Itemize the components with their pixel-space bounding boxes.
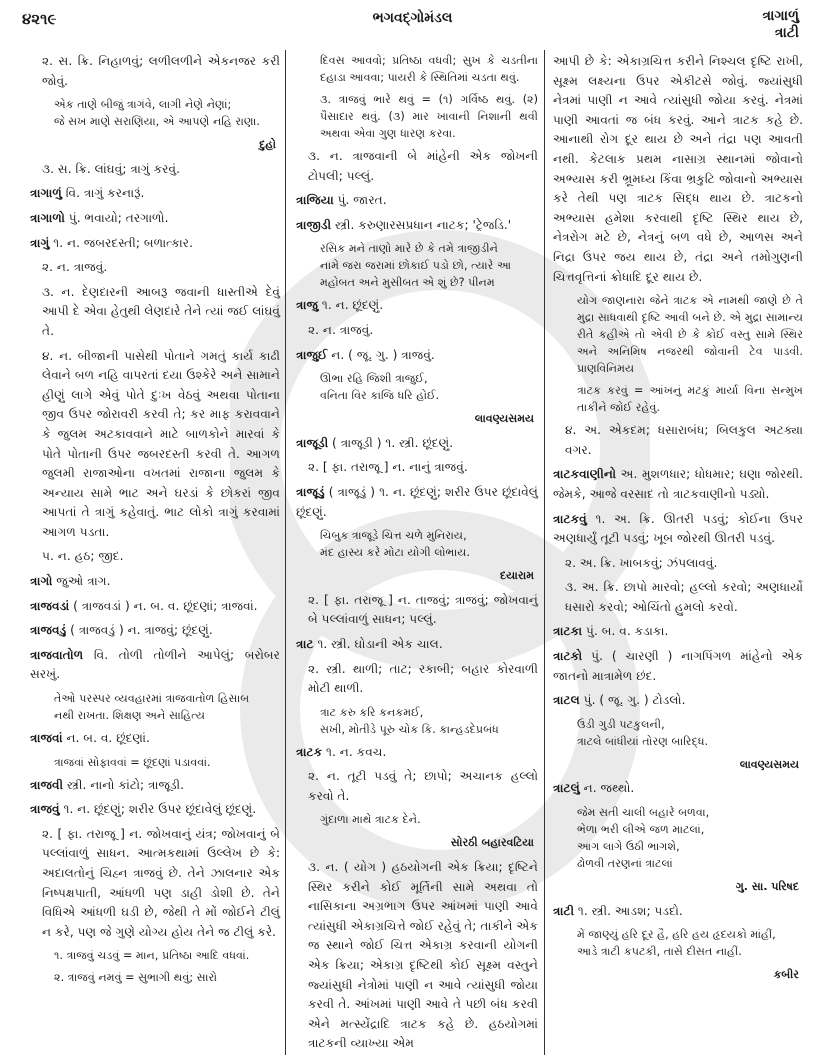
definition: ( ત્રાજવડાં ) ન. બ. વ. છૂંદણાં; ત્રાજવાં. [69, 598, 258, 613]
definition: ૧. ન. જબરદસ્તી; બળાત્કાર. [49, 235, 193, 250]
citation-quote [553, 804, 803, 872]
definition: પું. ભવાયો; તરગાળો. [64, 210, 169, 225]
dictionary-entry [30, 184, 280, 204]
guide-words [762, 8, 799, 42]
dictionary-entry [296, 483, 538, 522]
citation-quote [30, 690, 280, 724]
definition: ( ત્રાજૂડી ) ૧. સ્ત્રી. છૂંદણું. [328, 435, 454, 450]
definition: પું. જારત. [333, 193, 387, 208]
dictionary-entry [30, 776, 280, 796]
sense-definition: ૨. [ ફા. તરાજૂ ] ન. નાનું ત્રાજવું. [308, 460, 468, 475]
dictionary-entry [553, 622, 803, 642]
continued-text: આપી છે કે: એકાગ્રચિત્ત કરીને નિશ્ચલ દૃષ્ટિ રાખી, સૂક્ષ્મ લક્ષ્યના ઉપર એકીટસે જોવું. જ્યાંસુધી નેત્રમાં પાણી ન આવે ત્યાંસુધી જોયા કરવું. નેત્રમાં પાણી આવતાં જ બંધ કરવું. આને ત્રાટક કહે છે. આનાથી રોગ દૂર થાય છે અને તંદ્રા પણ આવતી નથી. કેટલાક પ્રથમ નાસાગ્ર સ્થાનમાં જોવાનો અભ્યાસ કરી ભ્રૂમધ્ય કિંવા ભ્રકુટિ જોવાનો અભ્યાસ કરે તેથી પણ ત્રાટક સિદ્ધ થાય છે. ત્રાટકનો અભ્યાસ હમેશા કરવાથી દૃષ્ટિ સ્થિર થાય છે, નેત્રરોગ મટે છે, નેત્રનું બળ વધે છે, આળસ અને નિદ્રા ઉપર જય થાય છે, તંદ્રા અને તમોગુણની ચિત્તવૃત્તિનાં ક્રોધાદિ દૂર થાય છે. [553, 54, 803, 284]
definition: વિ. ત્રાગું કરનારૂં. [61, 186, 145, 201]
citation-quote [296, 704, 538, 738]
citation-quote [296, 52, 538, 86]
quote-line: એક તાણે બીજું ત્રાગંવે, લાગી નેણે નેણાં; [54, 98, 232, 112]
definition: ૧. ન. કવચ. [322, 744, 387, 759]
headword: ત્રાજિયા [296, 193, 334, 208]
definition: અ. મુશળધાર; ધોધમાર; ઘણા જોરથી. જેમકે, આજે વરસાદ તો ત્રાટકવાણીનો પડ્યો. [553, 467, 803, 501]
quote-line: મંદ હાસ્ય કરે મોટા યોગી લોભાય. [320, 546, 470, 560]
citation-quote [296, 240, 538, 291]
definition: ( ત્રાજૂડું ) ૧. ન. છૂંદણું; શરીર ઉપર છૂંદાવેલું છૂંદણું. [296, 484, 538, 519]
sense-definition: ૨. ન. ત્રાજવું. [308, 322, 374, 337]
dictionary-entry [30, 800, 280, 820]
guide-word-last: ત્રાટી [774, 25, 799, 41]
headword: ત્રાજીડી [296, 217, 332, 232]
headword: ત્રાગો [30, 574, 53, 589]
citation-source: ગુ. સા. પરિષદ [735, 880, 799, 894]
dictionary-entry [296, 635, 538, 655]
definition: ( ત્રાજવડું ) ન. ત્રાજવું; છૂંદણું. [66, 623, 213, 638]
quote-line: ભેળા ભરી લીએ જળ માટલાં, [577, 823, 705, 837]
citation-quote [553, 926, 803, 960]
citation-quote [553, 382, 803, 416]
citation-quote [30, 96, 280, 130]
citation-quote [30, 754, 280, 771]
dictionary-entry [296, 434, 538, 454]
citation-source: કબીર [773, 968, 799, 982]
dictionary-entry [553, 465, 803, 504]
headword: ત્રાટક [296, 744, 323, 759]
definition: સ્ત્રી. નાનો કાંટો; ત્રાજૂડી. [63, 777, 185, 792]
quote-line: જેમ સતી ચાલી બહારે બળવા, [577, 806, 710, 820]
column-2 [296, 52, 538, 1059]
dictionary-entry [30, 597, 280, 617]
citation-source: લાવણ્યસમય [739, 757, 799, 771]
sense-definition: ૩. ન. ત્રાજવાની બે માંહેની એક જોખની ટોપલી; પલ્લું. [308, 149, 538, 183]
citation-quote [296, 370, 538, 404]
quote-line: સખી, મોતીડે પૂરુ ચોક કિ. કાન્હડદેપ્રબંધ [320, 722, 499, 736]
definition: ૧. ન. છૂંદણું; શરીર ઉપર છૂંદાવેલું છૂંદણું. [59, 802, 257, 817]
sense-definition: ૨. ન. ત્રાજવું. [42, 260, 108, 275]
headword: ત્રાટકા [553, 624, 583, 639]
headword: ત્રાજવાતોળ [30, 647, 84, 662]
headword: ત્રાજૂડી [296, 435, 329, 450]
quote-line: ત્રાજવાં સોફાવવાં = છૂંદણાં પડાવવાં. [54, 755, 211, 769]
definition: ન. બ. વ. છૂંદણાં. [62, 731, 150, 746]
dictionary-entry [296, 346, 538, 366]
headword: ત્રાજવાં [30, 731, 63, 746]
book-title: ભગવદ્ગોમંડલ [372, 10, 453, 26]
dictionary-entry [553, 647, 803, 686]
headword: ત્રાજવી [30, 777, 64, 792]
headword: ત્રાટકવાણીનો [553, 467, 616, 482]
definition: ૧. સ્ત્રી. ઘોડાની એક ચાલ. [313, 636, 443, 651]
headword: ત્રાગાળું [30, 186, 62, 201]
quote-line: ઊભા રહિ જિશી ત્રાજુઈ, [320, 372, 428, 386]
quote-line: નથી રાખતા. શિક્ષણ અને સાહિત્ય [54, 709, 206, 723]
headword: ત્રાટી [553, 903, 575, 918]
dictionary-entry [296, 191, 538, 211]
quote-line: આડે ત્રાટી કપટકી, તાસે દીસત નાહીં. [577, 945, 742, 959]
quote-line: ત્રાટલે બાંધીયાં તોરણ બારિદ્ધ. [577, 734, 709, 748]
quote-line: નામે જરા જરામાં છોકાઈ પડો છો, ત્યારે આ [320, 259, 512, 273]
quote-line: દિવસ આવવો; પ્રતિષ્ઠા વધવી; સુખ કે ચડતીના દહાડા આવવા; પાયરી કે સ્થિતિમાં ચડતા થવું. [320, 54, 538, 84]
citation-source: દુહો [259, 138, 276, 152]
headword: ત્રાગાળો [30, 210, 65, 225]
dictionary-entry [30, 209, 280, 229]
dictionary-entry [296, 216, 538, 236]
definition: સ્ત્રી. કરુણારસપ્રધાન નાટક; 'ટ્રેજડિ.' [331, 217, 512, 232]
dictionary-entry [553, 691, 803, 711]
sense-definition: ૪. અ. એકદમ; ધસારાબંધ; બિલકુલ અટક્યા વગર. [565, 423, 803, 457]
citation-quote [296, 527, 538, 561]
citation-quote [30, 969, 280, 986]
sense-definition: ૨. ન. તૂટી પડવું તે; છાપો; અચાનક હલ્લો કરવો તે. [308, 769, 538, 803]
dictionary-entry [553, 779, 803, 799]
sense-definition: ૫. ન. હઠ; જીદ. [42, 549, 124, 564]
quote-line: ઉડી ગુડી પટકુલની, [577, 717, 665, 731]
headword: ત્રાગું [30, 235, 50, 250]
citation-quote [553, 716, 803, 750]
quote-line: ઢોળવી તરણનાં ત્રાટલાં [577, 857, 673, 871]
citation-source: લાવણ્યસમય [474, 412, 534, 426]
sense-definition: ૩. સ. ક્રિ. લાંઘવું; ત્રાગું કરવું. [42, 161, 180, 176]
quote-line: ગુંદાળા માથે ત્રાટક દેને. [320, 813, 421, 827]
sense-definition: ૩. ન. દેણદારની આબરૂ જવાની ધાસ્તીએ દેવું આપી દે એવા હેતુથી લેણદારે તેને ત્યાં જઈ લાંઘવું તે. [42, 284, 280, 338]
citation-quote [553, 292, 803, 377]
definition: ન. જથ્થો. [579, 781, 635, 796]
definition: ૧. સ્ત્રી. આડશ; પડદો. [574, 903, 683, 918]
headword: ત્રાટલું [553, 781, 580, 796]
headword: ત્રાટકો [553, 649, 583, 664]
sense-definition: ૨. [ ફા. તરાજૂ ] ન. તાજવું; ત્રાજવું; જોખવાનું બે પલ્લાંવાળું સાધન; પલ્લું. [308, 592, 538, 627]
sense-definition: ૩. અ. ક્રિ. છાપો મારવો; હલ્લો કરવો; અણધાર્યો ધસારો કરવો; ઓચિંતો હુમલો કરવો. [565, 580, 803, 614]
quote-line: રસિક મને તાણો મારે છે કે તમે ત્રાજીડીને [320, 242, 498, 256]
quote-line: જે સખ માણે સરાણિયા, એ આપણે નહિ રાણા. [54, 115, 260, 129]
guide-word-first: ત્રાગાળું [762, 8, 799, 24]
citation-source: દયારામ [499, 569, 534, 583]
headword: ત્રાજવું [30, 802, 60, 817]
definition: ૧. અ. ક્રિ. ઊતરી પડવું; કોઈના ઉપર અણધાર્યું તૂટી પડવું; ખૂબ જોરથી ઊતરી પડવું. [553, 511, 803, 546]
dictionary-entry [30, 572, 280, 592]
definition: જુઓ ત્રાગ. [52, 574, 111, 589]
quote-line: ચિબુક ત્રાજૂડે ચિત્ત ચળે મુનિરાય, [320, 529, 467, 543]
citation-quote [30, 947, 280, 964]
sense-definition: ૪. ન. બીજાની પાસેથી પોતાને ગમતું કાર્ય કાઢી લેવાને બળ નહિ વાપરતાં દયા ઉશ્કેરે અને સામાને હીણું લાગે એવું પોતે દુઃખ વેઠવું અથવા પોતાના જીવ ઉપર જોરાવરી કરવી તે; કર માફ કરાવવાને કે જુલમ અટકાવવાને માટે બાળકોને મારવાં કે પોતે પોતાની ઉપર જબરદસ્તી કરવી તે. આગળ જુલમી રાજાઓના વખતમાં રાજાના જુલમ કે અન્યાય સામે ભાટ અને ઘરડાં કે છોકરાં જીવ આપતાં તે ત્રાગું કહેવાતું. ભાટ લોકો ત્રાગું કરવામાં આગળ પડતા. [42, 348, 280, 539]
dictionary-entry [30, 234, 280, 254]
sense-definition: ૨. સ્ત્રી. થાળી; તાટ; રકાબી; બહાર કોરવાળી મોટી થાળી. [308, 661, 538, 696]
dictionary-entry [30, 646, 280, 685]
column-1 [30, 52, 280, 991]
headword: ત્રાજુઈ [296, 347, 328, 362]
quote-line: ૩. ત્રાજવું ભારે થવું = (૧) ગર્વિષ્ઠ થવું. (૨) પૈસાદાર થવું. (૩) માર ખાવાની નિશાની થવી અથવા એવા ગુણ ધારણ કરવા. [320, 93, 538, 140]
page-number: ૪૨૧૯ [22, 10, 57, 28]
headword: ત્રાજુ [296, 298, 319, 313]
column-divider [544, 50, 545, 1055]
headword: ત્રાટ [296, 636, 314, 651]
citation-quote [296, 91, 538, 142]
definition: વિ. તોળી તોળીને આપેલું; બરોબર સરખું. [30, 647, 280, 682]
quote-line: યોગ જાણનારા જેને ત્રાટક એ નામથી જાણે છે તે મુદ્રા સાધવાથી દૃષ્ટિ આવી બને છે. એ મુદ્રા સામાન્ય રીતે કહીએ તો એવી છે કે કોઈ વસ્તુ સામે સ્થિર અને અનિમિષ નજરથી જોવાની ટેવ પાડવી. પ્રાણવિનિમય [577, 294, 803, 376]
column-3 [553, 52, 803, 990]
dictionary-entry [296, 296, 538, 316]
headword: ત્રાજવડાં [30, 598, 70, 613]
quote-line: આગ લાગે ઉઠી ભાગશે, [577, 840, 680, 854]
definition: ૧. ન. છૂંદણું. [318, 298, 384, 313]
quote-line: વનિતા વિર કાજિ ધરિ હોઈ. [320, 389, 440, 403]
quote-line: ૨. ત્રાજવું નમવું = સુભાગી થવું; સારો [54, 971, 218, 985]
sense-definition: ૩. ન. ( યોગ ) હઠયોગની એક ક્રિયા; દૃષ્ટિને સ્થિર કરીને કોઈ મૂર્તિની સામે અથવા તો નાસિકાના અગ્રભાગ ઉપર આંખમાં પાણી આવે ત્યાંસુધી એકાગ્રચિત્તે જોઈ રહેવું તે; તાકીને એક જ સ્થાને જોઈ ચિત્ત એકાગ્ર કરવાની યોગની એક ક્રિયા; એકાગ્ર દૃષ્ટિથી કોઈ સૂક્ષ્મ વસ્તુને જ્યાંસુધી નેત્રોમાં પાણી ન આવે ત્યાંસુધી જોયા કરવી તે. આંખમાં પાણી આવે તે પછી બંધ કરવી એને મત્સ્યેંદ્રાદિ ત્રાટક કહે છે. હઠયોગમાં ત્રાટકની વ્યાખ્યા એમ [308, 860, 538, 1051]
sense-definition: ૨. સ. ક્રિ. નિહાળવું; લળીલળીને એકનજર કરી જોવું. [42, 54, 280, 88]
headword: ત્રાટલ [553, 693, 580, 708]
quote-line: તેઓ પરસ્પર વ્યવહારમાં ત્રાજવાતોળ હિસાબ [54, 692, 250, 706]
citation-quote [296, 811, 538, 828]
quote-line: ૧. ત્રાજવું ચડવું = માન, પ્રતિષ્ઠા આદિ વધવાં. [54, 949, 250, 963]
definition: પું. બ. વ. કડાકા. [582, 624, 669, 639]
headword: ત્રાટકવું [553, 511, 587, 526]
definition: પું. ( ચારણી ) નાગપિંગળ માંહેનો એક જાતનો માત્રામેળ છંદ. [553, 649, 803, 683]
dictionary-entry [30, 729, 280, 749]
definition: પું. ( જૂ. ગુ. ) ટોડલો. [579, 693, 686, 708]
quote-line: ત્રાટ કરુ કરિ કનકમઈ, [320, 705, 424, 719]
sense-definition: ૨. અ. ક્રિ. ખાબકવું; ઝંપલાવવું. [565, 555, 718, 570]
citation-source: સોરઠી બહારવટિયા [450, 836, 534, 850]
headword: ત્રાજવડું [30, 623, 67, 638]
headword: ત્રાજૂડું [296, 484, 325, 499]
dictionary-entry [553, 510, 803, 549]
dictionary-entry [30, 621, 280, 641]
column-divider [285, 50, 286, 1055]
quote-line: ત્રાટક કરવું = આંખનું મટકું માર્યા વિના સન્મુખ તાકીને જોઈ રહેવું. [577, 384, 803, 415]
definition: ન. ( જૂ. ગુ. ) ત્રાજવું. [327, 347, 435, 362]
page-header [0, 0, 825, 48]
dictionary-entry [553, 902, 803, 922]
quote-line: મહોબત અને મુસીબત એ શું છે? પીનમ [320, 276, 495, 290]
sense-definition: ૨. [ ફા. તરાજૂ ] ન. જોખવાનું યંત્ર; જોખવાનું બે પલ્લાંવાળું સાધન. આત્મકથામાં ઉલ્લેખ છે કે: અદાલતોનું ચિહ્ન ત્રાજવું છે. તેને ઝાલનાર એક નિષ્પક્ષપાતી, આંધળી પણ ડાહી ડોશી છે. તેને વિધિએ આંધળી ઘડી છે, જેથી તે મોં જોઈને ટીલું ન કરે, પણ જે ગુણે યોગ્ય હોય તેને જ ટીલું કરે. [42, 826, 280, 939]
quote-line: મેં જાણ્યું હરિ દૂર હૈ, હરિ હય હૃદયકો માંહીં, [577, 928, 776, 942]
dictionary-entry [296, 743, 538, 763]
